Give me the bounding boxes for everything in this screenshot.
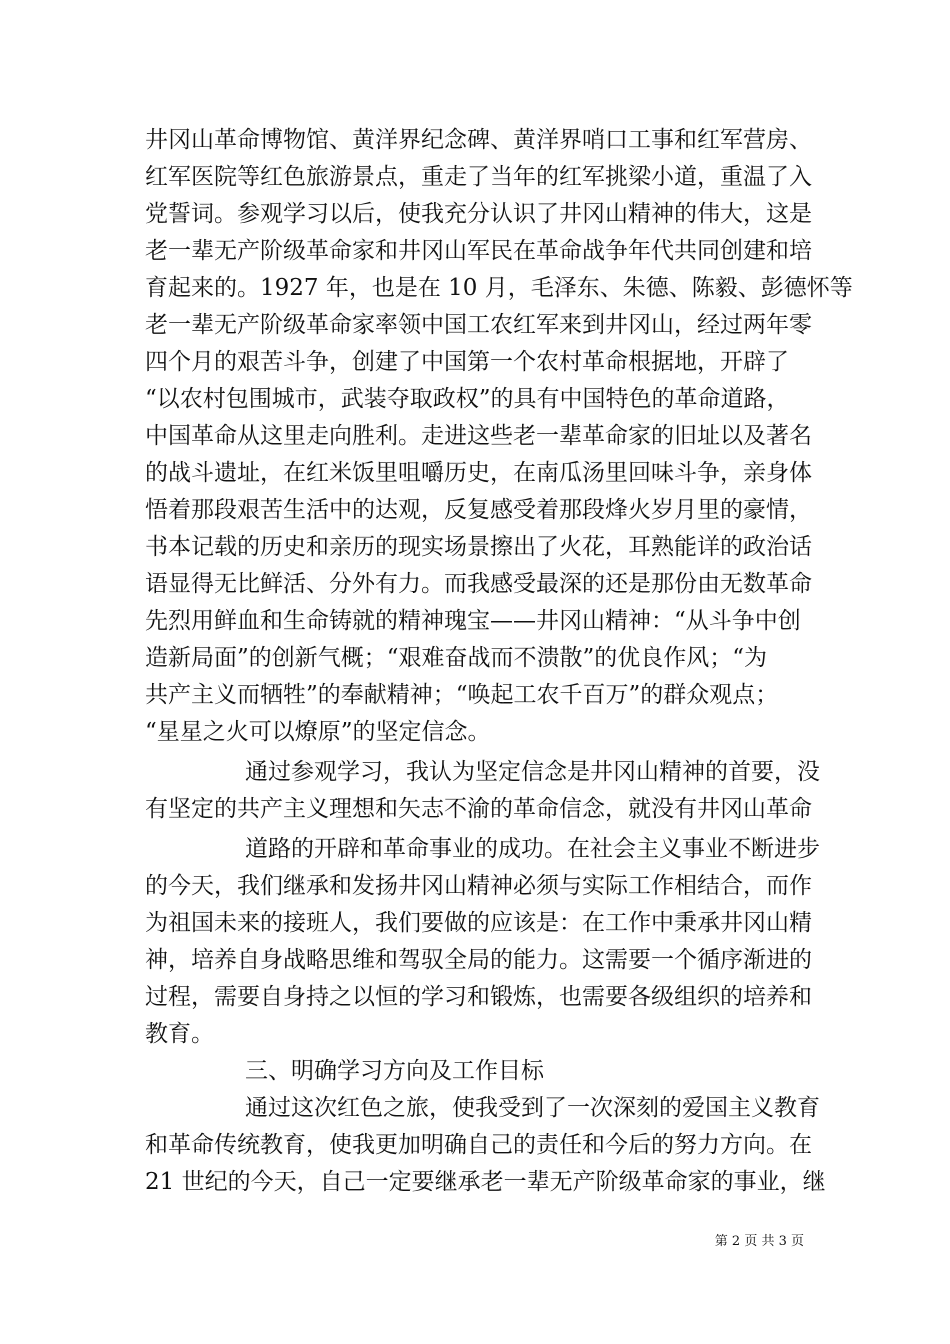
text-line: “星星之火可以燎原”的坚定信念。 <box>145 719 491 745</box>
text-line: 老一辈无产阶级革命家和井冈山军民在革命战争年代共同创建和培 <box>145 238 812 264</box>
text-line: 的今天，我们继承和发扬井冈山精神必须与实际工作相结合，而作 <box>145 873 812 899</box>
text-line: 中国革命从这里走向胜利。走进这些老一辈革命家的旧址以及著名 <box>145 423 812 449</box>
text-line: 21 世纪的今天，自己一定要继承老一辈无产阶级革命家的事业，继 <box>145 1169 826 1195</box>
page-number: 第 2 页 共 3 页 <box>714 1234 804 1249</box>
text-line: 和革命传统教育，使我更加明确自己的责任和今后的努力方向。在 <box>145 1132 812 1158</box>
paragraph-start-line: 通过这次红色之旅，使我受到了一次深刻的爱国主义教育 <box>245 1095 820 1121</box>
text-line: 为祖国未来的接班人，我们要做的应该是：在工作中秉承井冈山精 <box>145 910 812 936</box>
text-line: 教育。 <box>145 1021 214 1047</box>
section-heading: 三、明确学习方向及工作目标 <box>245 1058 544 1084</box>
text-line: 井冈山革命博物馆、黄洋界纪念碑、黄洋界哨口工事和红军营房、 <box>145 127 812 153</box>
text-line: 造新局面”的创新气概；“艰难奋战而不溃散”的优良作风；“为 <box>145 645 768 671</box>
text-line: 语显得无比鲜活、分外有力。而我感受最深的还是那份由无数革命 <box>145 571 812 597</box>
text-line: 育起来的。1927 年，也是在 10 月，毛泽东、朱德、陈毅、彭德怀等 <box>145 275 853 301</box>
text-line: “以农村包围城市，武装夺取政权”的具有中国特色的革命道路， <box>145 386 790 412</box>
text-line: 神，培养自身战略思维和驾驭全局的能力。这需要一个循序渐进的 <box>145 947 812 973</box>
text-line: 四个月的艰苦斗争，创建了中国第一个农村革命根据地，开辟了 <box>145 349 789 375</box>
text-line: 先烈用鲜血和生命铸就的精神瑰宝——井冈山精神：“从斗争中创 <box>145 608 801 634</box>
text-line: 有坚定的共产主义理想和矢志不渝的革命信念，就没有井冈山革命 <box>145 796 812 822</box>
text-line: 党誓词。参观学习以后，使我充分认识了井冈山精神的伟大，这是 <box>145 201 812 227</box>
paragraph-start-line: 通过参观学习，我认为坚定信念是井冈山精神的首要，没 <box>245 759 820 785</box>
text-line: 悟着那段艰苦生活中的达观，反复感受着那段烽火岁月里的豪情， <box>145 497 812 523</box>
text-line: 过程，需要自身持之以恒的学习和锻炼，也需要各级组织的培养和 <box>145 984 812 1010</box>
text-line: 红军医院等红色旅游景点，重走了当年的红军挑梁小道，重温了入 <box>145 164 812 190</box>
text-line: 老一辈无产阶级革命家率领中国工农红军来到井冈山，经过两年零 <box>145 312 812 338</box>
text-line: 道路的开辟和革命事业的成功。在社会主义事业不断进步 <box>245 836 820 862</box>
text-line: 共产主义而牺牲”的奉献精神；“唤起工农千百万”的群众观点； <box>145 682 779 708</box>
text-line: 书本记载的历史和亲历的现实场景擦出了火花，耳熟能详的政治话 <box>145 534 812 560</box>
text-line: 的战斗遗址，在红米饭里咀嚼历史，在南瓜汤里回味斗争，亲身体 <box>145 460 812 486</box>
